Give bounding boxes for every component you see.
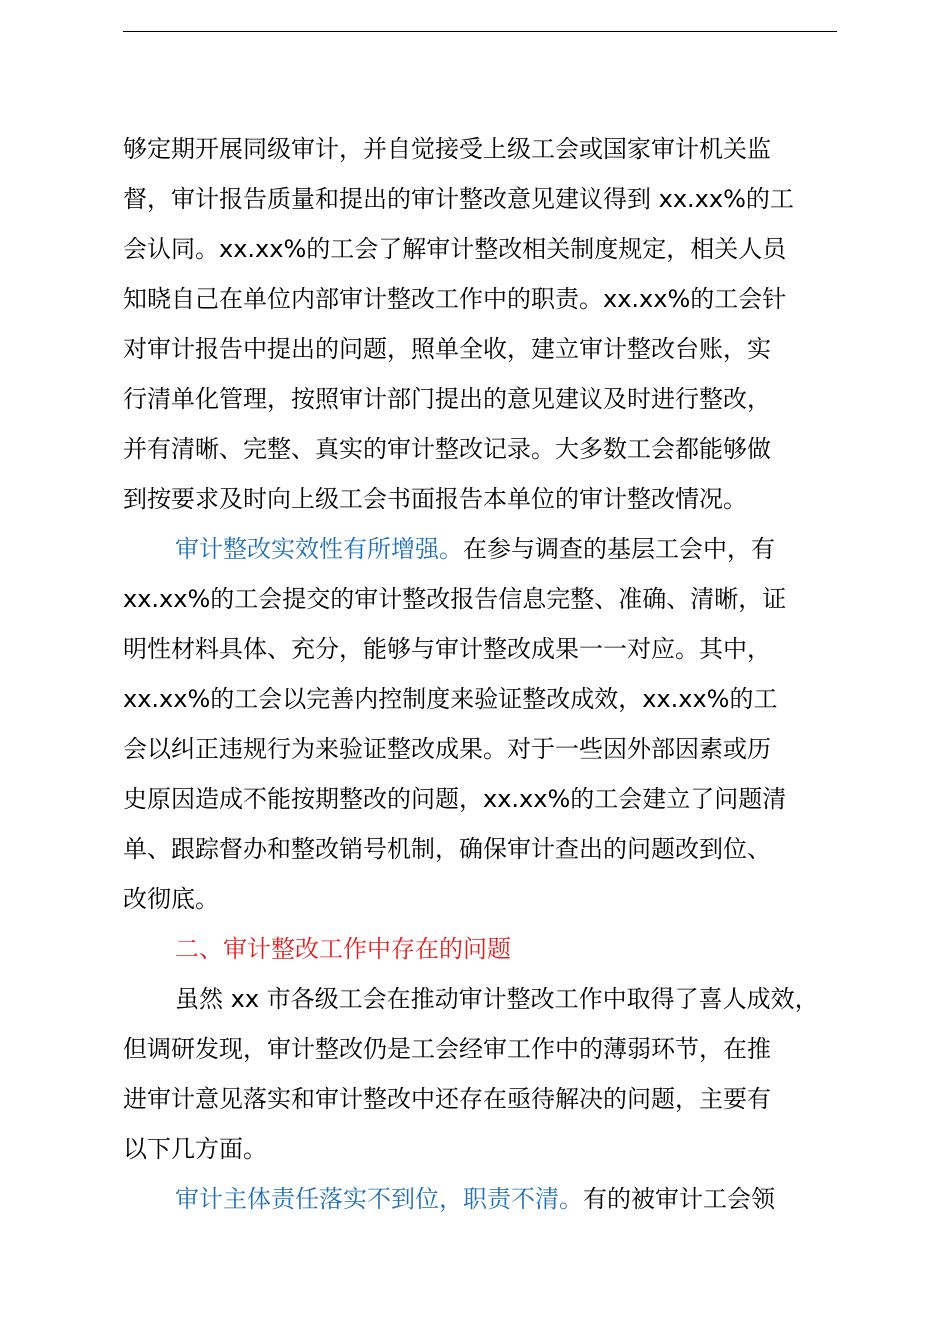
- text-line: xx.xx%的工会以完善内控制度来验证整改成效，xx.xx%的工: [123, 685, 778, 713]
- text-line: 明性材料具体、充分，能够与审计整改成果一一对应。其中，: [123, 635, 771, 663]
- text-run: 有的被审计工会领: [583, 1185, 775, 1213]
- text-run: 在参与调查的基层工会中，有: [463, 535, 775, 563]
- paragraph-first-line: [123, 524, 863, 574]
- paragraph-first-line: [123, 1174, 863, 1224]
- text-line: 但调研发现，审计整改仍是工会经审工作中的薄弱环节，在推: [123, 1035, 771, 1063]
- text-line: 并有清晰、完整、真实的审计整改记录。大多数工会都能够做: [123, 435, 771, 463]
- text-line: 对审计报告中提出的问题，照单全收，建立审计整改台账，实: [123, 335, 771, 363]
- text-line: xx.xx%的工会提交的审计整改报告信息完整、准确、清晰，证: [123, 585, 787, 613]
- text-line: 单、跟踪督办和整改销号机制，确保审计查出的问题改到位、: [123, 835, 771, 863]
- paragraph-heading: 审计整改实效性有所增强。: [175, 535, 463, 563]
- text-line: 够定期开展同级审计，并自觉接受上级工会或国家审计机关监: [123, 135, 771, 163]
- document-body: [123, 124, 863, 1224]
- text-line: 虽然 xx 市各级工会在推动审计整改工作中取得了喜人成效，: [175, 985, 819, 1013]
- text-line: 到按要求及时向上级工会书面报告本单位的审计整改情况。: [123, 485, 747, 513]
- text-line: 会以纠正违规行为来验证整改成果。对于一些因外部因素或历: [123, 735, 771, 763]
- header-rule: [123, 31, 837, 32]
- text-line: 进审计意见落实和审计整改中还存在亟待解决的问题，主要有: [123, 1085, 771, 1113]
- text-line: 督，审计报告质量和提出的审计整改意见建议得到 xx.xx%的工: [123, 185, 794, 213]
- text-line: 以下几方面。: [123, 1135, 267, 1163]
- text-line: 史原因造成不能按期整改的问题，xx.xx%的工会建立了问题清: [123, 785, 787, 813]
- text-line: 行清单化管理，按照审计部门提出的意见建议及时进行整改，: [123, 385, 771, 413]
- text-line: 改彻底。: [123, 885, 219, 913]
- paragraph-heading: 审计主体责任落实不到位，职责不清。: [175, 1185, 583, 1213]
- text-line: 会认同。xx.xx%的工会了解审计整改相关制度规定，相关人员: [123, 235, 787, 263]
- text-line: 知晓自己在单位内部审计整改工作中的职责。xx.xx%的工会针: [123, 285, 787, 313]
- section-heading: 二、审计整改工作中存在的问题: [175, 935, 511, 963]
